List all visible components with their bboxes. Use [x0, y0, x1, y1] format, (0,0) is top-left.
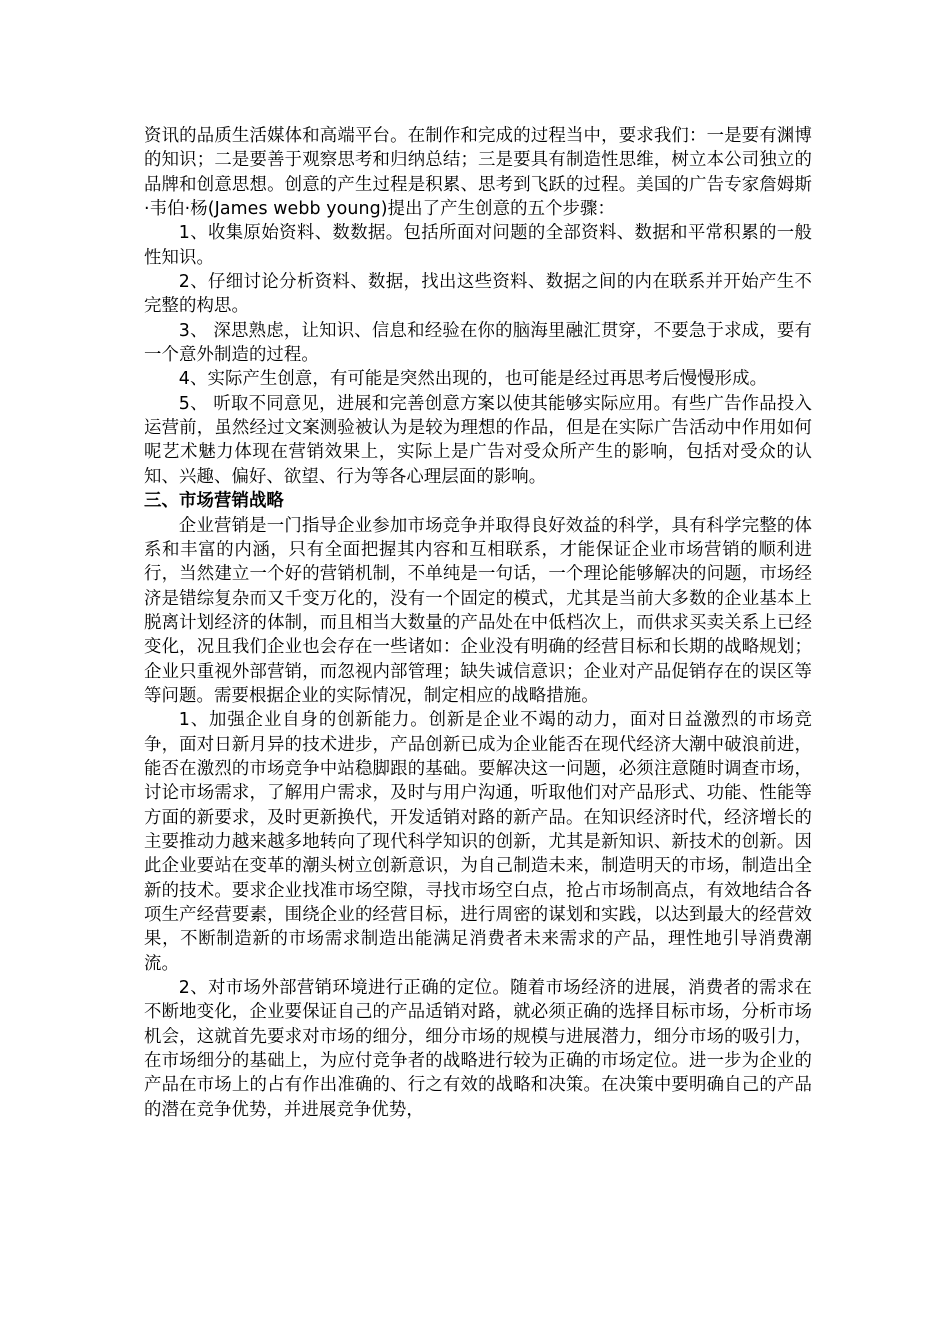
step-3-paragraph: 3、 深思熟虑，让知识、信息和经验在你的脑海里融汇贯穿，不要急于求成，要有一个意外制造的过程。	[144, 320, 812, 366]
section-intro-paragraph: 企业营销是一门指导企业参加市场竞争并取得良好效益的科学，具有科学完整的体系和丰富的内涵，只有全面把握其内容和互相联系，才能保证企业市场营销的顺利进行，当然建立一个好的营销机制，不单纯是一句话，一个理论能够解决的问题，市场经济是错综复杂而又千变万化的，没有一个固定的模式，尤其是当前大多数的企业基本上脱离计划经济的体制，而且相当大数量的产品处在中低档次上，而供求买卖关系上已经变化，况且我们企业也会存在一些诸如：企业没有明确的经营目标和长期的战略规划；企业只重视外部营销，而忽视内部管理；缺失诚信意识；企业对产品促销存在的误区等等问题。需要根据企业的实际情况，制定相应的战略措施。	[144, 515, 812, 706]
section-heading: 三、市场营销战略	[144, 491, 284, 512]
step-5-paragraph: 5、 听取不同意见，进展和完善创意方案以使其能够实际应用。有些广告作品投入运营前，虽然经过文案测验被认为是较为理想的作品，但是在实际广告活动中作用如何呢艺术魅力体现在营销效果上，实际上是广告对受众所产生的影响，包括对受众的认知、兴趣、偏好、欲望、行为等各心理层面的影响。	[144, 393, 812, 487]
strategy-1-paragraph: 1、加强企业自身的创新能力。创新是企业不竭的动力，面对日益激烈的市场竞争，面对日新月异的技术进步，产品创新已成为企业能否在现代经济大潮中破浪前进，能否在激烈的市场竞争中站稳脚跟的基础。要解决这一问题，必须注意随时调查市场，讨论市场需求，了解用户需求，及时与用户沟通，听取他们对产品形式、功能、性能等方面的新要求，及时更新换代，开发适销对路的新产品。在知识经济时代，经济增长的主要推动力越来越多地转向了现代科学知识的创新，尤其是新知识、新技术的创新。因此企业要站在变革的潮头树立创新意识，为自己制造未来，制造明天的市场，制造出全新的技术。要求企业找准市场空隙，寻找市场空白点，抢占市场制高点，有效地结合各项生产经营要素，围绕企业的经营目标，进行周密的谋划和实践，以达到最大的经营效果，不断制造新的市场需求制造出能满足消费者未来需求的产品，理性地引导消费潮流。	[144, 710, 812, 974]
paragraph-continuation: 资讯的品质生活媒体和高端平台。在制作和完成的过程当中，要求我们：一是要有渊博的知识；二是要善于观察思考和归纳总结；三是要具有制造性思维，树立本公司独立的品牌和创意思想。创意的产生过程是积累、思考到飞跃的过程。美国的广告专家詹姆斯·韦伯·杨(James webb young)提出了产生创意的五个步骤：	[144, 126, 812, 220]
document-body	[144, 124, 812, 1122]
step-4-paragraph: 4、实际产生创意，有可能是突然出现的，也可能是经过再思考后慢慢形成。	[178, 369, 768, 390]
step-1-paragraph: 1、收集原始资料、数数据。包括所面对问题的全部资料、数据和平常积累的一般性知识。	[144, 223, 812, 268]
step-2-paragraph: 2、仔细讨论分析资料、数据，找出这些资料、数据之间的内在联系并开始产生不完整的构思。	[144, 272, 812, 317]
strategy-2-paragraph: 2、对市场外部营销环境进行正确的定位。随着市场经济的进展，消费者的需求在不断地变化，企业要保证自己的产品适销对路，就必须正确的选择目标市场，分析市场机会，这就首先要求对市场的细分，细分市场的规模与进展潜力，细分市场的吸引力，在市场细分的基础上，为应付竞争者的战略进行较为正确的市场定位。进一步为企业的产品在市场上的占有作出准确的、行之有效的战略和决策。在决策中要明确自己的产品的潜在竞争优势，并进展竞争优势，	[144, 978, 812, 1120]
